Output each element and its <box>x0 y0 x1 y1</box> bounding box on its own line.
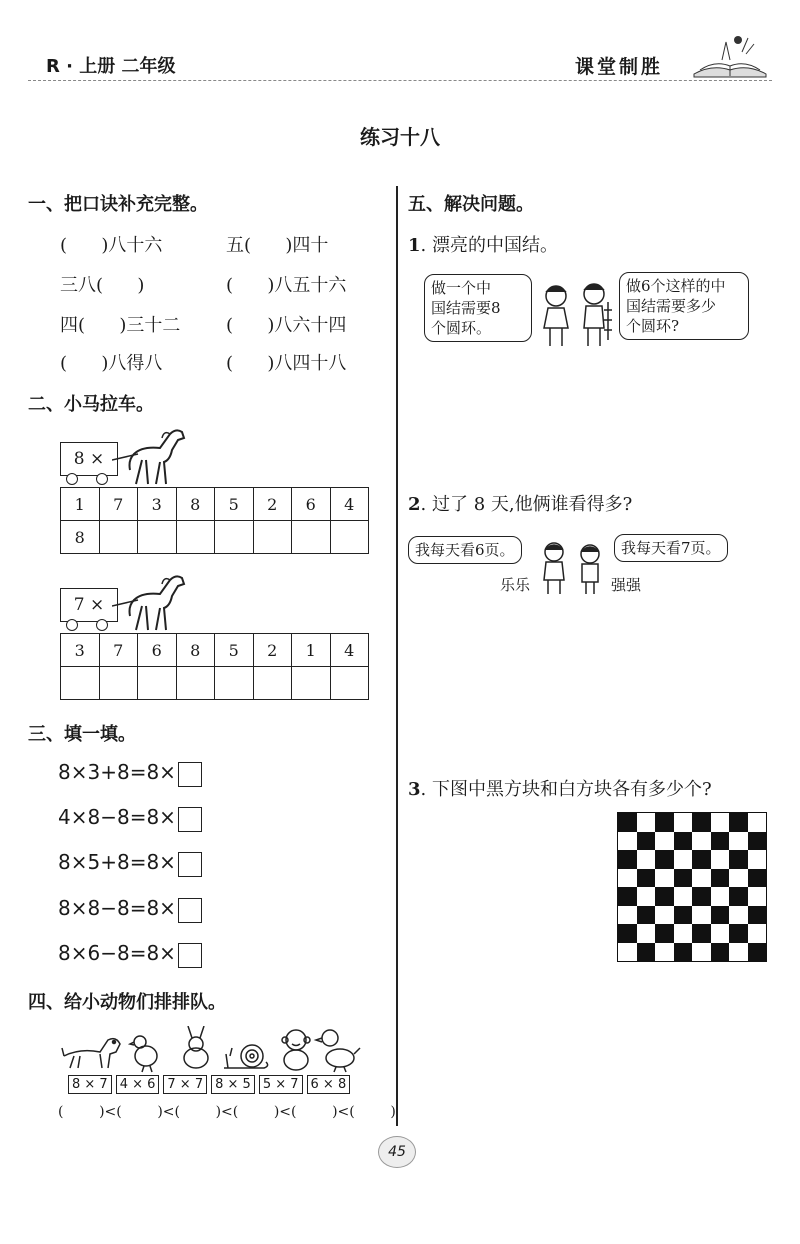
answer-box[interactable] <box>178 898 202 923</box>
white-square <box>711 850 730 869</box>
black-square <box>692 924 711 943</box>
black-square <box>674 943 693 962</box>
answer-cell[interactable] <box>99 667 138 700</box>
speech-bubble-left: 我每天看6页。 <box>408 536 522 564</box>
section-3-heading: 三、填一填。 <box>28 724 136 745</box>
table-cell: 6 <box>292 488 331 521</box>
black-square <box>711 832 730 851</box>
table-cell: 8 <box>176 634 215 667</box>
table-cell: 3 <box>138 488 177 521</box>
black-square <box>711 943 730 962</box>
answer-cell[interactable] <box>215 667 254 700</box>
answer-box[interactable] <box>178 943 202 968</box>
equation-text: 8×8−8=8× <box>58 896 176 920</box>
answer-cell[interactable] <box>330 521 369 554</box>
animals-illustration <box>60 1026 372 1074</box>
black-square <box>729 813 748 832</box>
table-cell: 4 <box>330 488 369 521</box>
question-text: . 下图中黑方块和白方块各有多少个? <box>420 779 712 800</box>
white-square <box>729 869 748 888</box>
monkey-icon <box>282 1030 310 1070</box>
rhyme-item: ( )八十六 <box>60 235 163 256</box>
black-square <box>618 924 637 943</box>
answer-box[interactable] <box>178 807 202 832</box>
answer-cell[interactable] <box>215 521 254 554</box>
section-1-heading: 一、把口诀补充完整。 <box>28 194 208 215</box>
white-square <box>618 906 637 925</box>
header-left: R · 上册 二年级 <box>46 56 176 77</box>
table-cell: 7 <box>99 634 138 667</box>
question-number: 2 <box>408 494 421 515</box>
equation-row <box>58 941 202 968</box>
white-square <box>674 813 693 832</box>
speech-bubble-right: 我每天看7页。 <box>614 534 728 562</box>
white-square <box>655 832 674 851</box>
expression-box: 8 × 5 <box>211 1075 255 1094</box>
white-square <box>711 924 730 943</box>
equation-row <box>58 760 202 787</box>
rhyme-item: ( )八四十八 <box>226 353 347 374</box>
black-square <box>618 887 637 906</box>
answer-cell[interactable] <box>292 521 331 554</box>
equation-text: 8×6−8=8× <box>58 941 176 965</box>
section-2-heading: 二、小马拉车。 <box>28 394 154 415</box>
black-square <box>655 887 674 906</box>
answer-cell[interactable] <box>330 667 369 700</box>
rhyme-item: ( )八六十四 <box>226 315 347 336</box>
table-cell: 8 <box>176 488 215 521</box>
name-qiangqiang: 强强 <box>611 576 642 594</box>
equation-row <box>58 850 202 877</box>
white-square <box>692 943 711 962</box>
column-divider <box>396 186 398 1126</box>
rhyme-item: 四( )三十二 <box>60 315 181 336</box>
black-square <box>711 906 730 925</box>
page-number: 45 <box>378 1136 416 1168</box>
speech-bubble-left: 做一个中 国结需要8 个圆环。 <box>424 274 532 342</box>
white-square <box>748 813 767 832</box>
chicken-icon <box>130 1036 157 1072</box>
cart-1-table <box>60 487 369 554</box>
question-2 <box>408 490 632 516</box>
white-square <box>729 943 748 962</box>
answer-cell[interactable] <box>292 667 331 700</box>
black-square <box>729 850 748 869</box>
black-square <box>637 869 656 888</box>
white-square <box>637 813 656 832</box>
black-square <box>692 813 711 832</box>
answer-cell[interactable] <box>138 667 177 700</box>
white-square <box>692 832 711 851</box>
checkerboard <box>617 812 767 962</box>
answer-box[interactable] <box>178 762 202 787</box>
table-cell: 3 <box>61 634 100 667</box>
answer-cell[interactable] <box>99 521 138 554</box>
black-square <box>692 850 711 869</box>
black-square <box>637 832 656 851</box>
wheel-icon <box>96 473 108 485</box>
section-5-heading: 五、解决问题。 <box>408 194 534 215</box>
white-square <box>748 850 767 869</box>
black-square <box>748 943 767 962</box>
table-cell: 6 <box>138 634 177 667</box>
wheel-icon <box>66 619 78 631</box>
equation-text: 8×3+8=8× <box>58 760 176 784</box>
table-cell: 1 <box>292 634 331 667</box>
white-square <box>637 887 656 906</box>
table-cell: 2 <box>253 488 292 521</box>
black-square <box>655 924 674 943</box>
table-cell: 1 <box>61 488 100 521</box>
answer-box[interactable] <box>178 852 202 877</box>
rhyme-item: 五( )四十 <box>226 235 329 256</box>
expression-box: 4 × 6 <box>116 1075 160 1094</box>
table-cell: 2 <box>253 634 292 667</box>
white-square <box>655 943 674 962</box>
black-square <box>674 832 693 851</box>
question-text: . 过了 8 天,他俩谁看得多? <box>420 494 633 515</box>
white-square <box>692 906 711 925</box>
expression-box: 5 × 7 <box>259 1075 303 1094</box>
black-square <box>655 813 674 832</box>
answer-cell[interactable] <box>138 521 177 554</box>
equation-row <box>58 805 202 832</box>
name-lele: 乐乐 <box>500 576 531 594</box>
answer-cell[interactable] <box>176 521 215 554</box>
white-square <box>729 906 748 925</box>
readers-illustration <box>536 540 608 596</box>
white-square <box>655 906 674 925</box>
question-3 <box>408 775 712 801</box>
black-square <box>711 869 730 888</box>
question-1 <box>408 231 558 257</box>
answer-cell[interactable] <box>61 667 100 700</box>
header-divider <box>28 80 772 81</box>
white-square <box>674 850 693 869</box>
black-square <box>674 869 693 888</box>
white-square <box>711 813 730 832</box>
white-square <box>637 850 656 869</box>
black-square <box>748 906 767 925</box>
expression-box: 7 × 7 <box>163 1075 207 1094</box>
black-square <box>729 924 748 943</box>
answer-cell[interactable] <box>253 667 292 700</box>
rhyme-item: ( )八五十六 <box>226 275 347 296</box>
rhyme-item: ( )八得八 <box>60 353 163 374</box>
black-square <box>637 906 656 925</box>
expression-box: 6 × 8 <box>307 1075 351 1094</box>
question-number: 3 <box>408 779 421 800</box>
wheel-icon <box>96 619 108 631</box>
white-square <box>748 924 767 943</box>
white-square <box>618 943 637 962</box>
snail-icon <box>224 1045 268 1068</box>
white-square <box>674 887 693 906</box>
wheel-icon <box>66 473 78 485</box>
black-square <box>748 832 767 851</box>
white-square <box>748 887 767 906</box>
black-square <box>748 869 767 888</box>
question-number: 1 <box>408 235 421 256</box>
cart-1: 8 × <box>60 442 118 476</box>
rabbit-icon <box>184 1026 208 1068</box>
table-cell: 4 <box>330 634 369 667</box>
duck-icon <box>316 1030 360 1072</box>
children-illustration <box>534 280 618 350</box>
table-cell: 7 <box>99 488 138 521</box>
black-square <box>729 887 748 906</box>
black-square <box>655 850 674 869</box>
equation-text: 4×8−8=8× <box>58 805 176 829</box>
cart-2: 7 × <box>60 588 118 622</box>
cart-2-table <box>60 633 369 700</box>
white-square <box>618 869 637 888</box>
rhyme-item: 三八( ) <box>60 275 145 296</box>
black-square <box>618 813 637 832</box>
dog-icon <box>62 1039 120 1068</box>
white-square <box>729 832 748 851</box>
equation-text: 8×5+8=8× <box>58 850 176 874</box>
speech-bubble-right: 做6个这样的中 国结需要多少 个圆环? <box>619 272 749 340</box>
answer-cell[interactable]: 8 <box>61 521 100 554</box>
black-square <box>674 906 693 925</box>
white-square <box>711 887 730 906</box>
question-text: . 漂亮的中国结。 <box>420 235 558 256</box>
header-right: 课堂制胜 <box>575 56 664 78</box>
section-4-heading: 四、给小动物们排排队。 <box>28 992 226 1013</box>
order-blanks[interactable]: ( )<( )<( )<( )<( )<( ) <box>58 1104 396 1120</box>
table-cell: 5 <box>215 488 254 521</box>
answer-cell[interactable] <box>176 667 215 700</box>
black-square <box>692 887 711 906</box>
white-square <box>674 924 693 943</box>
white-square <box>618 832 637 851</box>
equation-row <box>58 896 202 923</box>
page-title: 练习十八 <box>360 125 440 149</box>
white-square <box>637 924 656 943</box>
expression-box: 8 × 7 <box>68 1075 112 1094</box>
black-square <box>618 850 637 869</box>
black-square <box>637 943 656 962</box>
table-cell: 5 <box>215 634 254 667</box>
horse-icon <box>112 424 192 488</box>
horse-icon <box>112 570 192 634</box>
book-logo-icon <box>690 30 770 78</box>
expression-row <box>68 1073 354 1094</box>
answer-cell[interactable] <box>253 521 292 554</box>
white-square <box>692 869 711 888</box>
white-square <box>655 869 674 888</box>
